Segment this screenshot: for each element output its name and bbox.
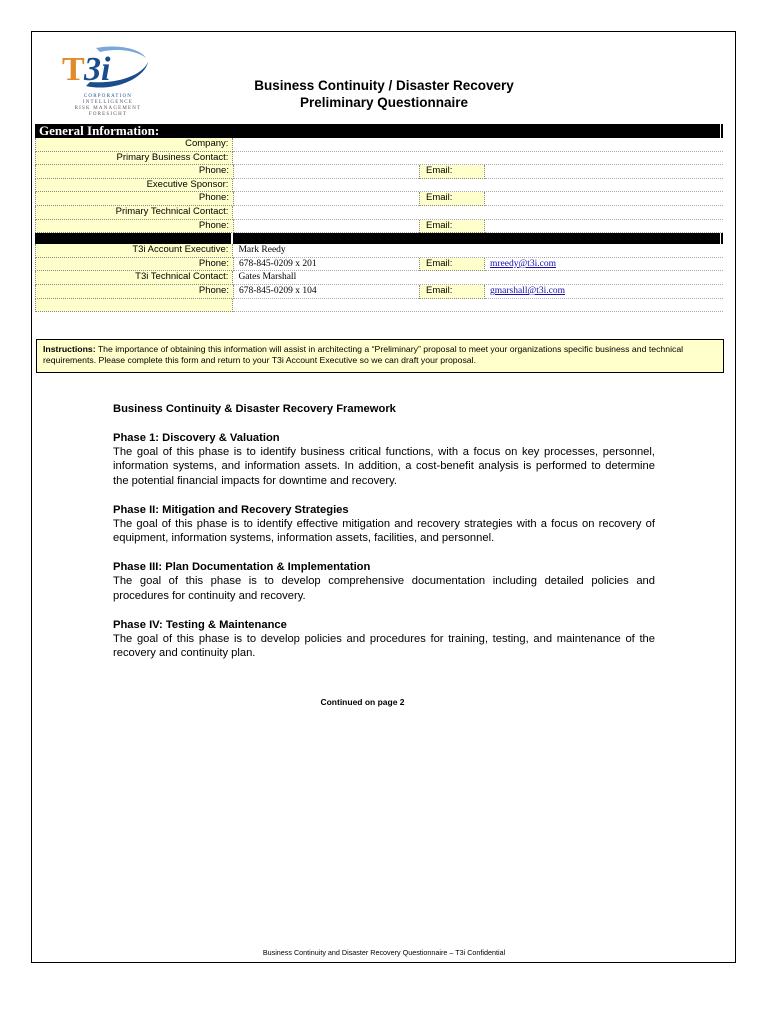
form-row-sponsor-phone [35, 192, 723, 206]
company-field[interactable] [233, 138, 723, 152]
logo-tagline: CORPORATION INTELLIGENCE RISK MANAGEMENT FORESIGHT [74, 94, 142, 117]
business-phone-field[interactable] [234, 165, 419, 179]
email-label: Email: [419, 165, 485, 179]
form-row-business-phone [35, 165, 723, 179]
instructions-text: The importance of obtaining this information will assist in architecting a “Preliminary” proposal to meet your organizations specific business and technical requirements. Please complete this form and return to your T3i Account Executive so we can draft your proposal. [43, 344, 684, 365]
field-label: Phone: [35, 192, 234, 206]
form-row-technical-contact-phone [35, 285, 723, 299]
instructions-box [36, 339, 724, 373]
form-row-account-executive [35, 244, 723, 258]
phase-block [113, 560, 655, 603]
phase-heading: Phase IV: Testing & Maintenance [113, 618, 287, 631]
business-contact-field[interactable] [233, 152, 723, 166]
email-link[interactable]: gmarshall@t3i.com [490, 285, 565, 296]
section-divider [35, 233, 723, 244]
technical-contact-value: Gates Marshall [233, 271, 723, 285]
technical-contact-field[interactable] [233, 206, 723, 220]
technical-email-field[interactable] [485, 220, 723, 234]
field-label: T3i Account Executive: [35, 244, 233, 258]
sponsor-email-field[interactable] [485, 192, 723, 206]
form-row-technical-contact-t3i [35, 271, 723, 285]
phase-body: The goal of this phase is to develop comprehensive documentation including detailed policies and procedures for continuity and recovery. [113, 575, 655, 602]
email-label: Email: [419, 258, 485, 272]
account-executive-value: Mark Reedy [233, 244, 723, 258]
form-row-business-contact [35, 152, 723, 166]
phase-body: The goal of this phase is to identify effective mitigation and recovery strategies with a focus on recovery of equipment, information systems, information assets, facilities, and personnel. [113, 517, 655, 544]
executive-sponsor-field[interactable] [233, 179, 723, 193]
page-footer: Business Continuity and Disaster Recovery Questionnaire – T3i Confidential [262, 948, 506, 957]
phase-heading: Phase III: Plan Documentation & Implementation [113, 561, 371, 573]
field-label: Phone: [35, 258, 234, 272]
general-information-form [35, 124, 723, 312]
email-link[interactable]: mreedy@t3i.com [490, 258, 556, 269]
field-label: T3i Technical Contact: [35, 271, 233, 285]
svg-text:3i: 3i [84, 51, 111, 88]
phase-block [113, 431, 655, 489]
phase-heading: Phase 1: Discovery & Valuation [113, 431, 280, 444]
phase-body: The goal of this phase is to identify business critical functions, with a focus on key processes, personnel, information systems, and information assets. In addition, a cost-benefit analysis is performed to determine the potential financial impacts for downtime and recovery. [113, 445, 655, 487]
field-label: Phone: [35, 220, 234, 234]
form-row-company [35, 138, 723, 152]
account-executive-phone: 678-845-0209 x 201 [234, 258, 419, 272]
form-row-sponsor [35, 179, 723, 193]
framework-section [113, 402, 655, 675]
technical-contact-email [485, 285, 723, 299]
logo-swoosh-icon [56, 42, 156, 94]
framework-title: Business Continuity & Disaster Recovery Framework [113, 403, 396, 415]
field-label: Primary Technical Contact: [35, 206, 233, 220]
field-label: Phone: [35, 165, 234, 179]
t3i-logo [56, 42, 156, 118]
instructions-lead: Instructions: [43, 344, 96, 354]
account-executive-email [485, 258, 723, 272]
email-label: Email: [419, 220, 485, 234]
document-subtitle: Preliminary Questionnaire [299, 95, 469, 110]
phase-block [113, 618, 655, 661]
email-label: Email: [419, 285, 485, 299]
email-label: Email: [419, 192, 485, 206]
section-header: General Information: [35, 124, 723, 138]
svg-text:T: T [62, 51, 85, 88]
field-label: Primary Business Contact: [35, 152, 233, 166]
phase-block [113, 503, 655, 546]
business-email-field[interactable] [485, 165, 723, 179]
field-label: Company: [35, 138, 233, 152]
form-row-technical-contact [35, 206, 723, 220]
field-label: Executive Sponsor: [35, 179, 233, 193]
form-row-technical-phone [35, 220, 723, 234]
phase-heading: Phase II: Mitigation and Recovery Strategies [113, 503, 349, 516]
empty-field [233, 299, 723, 313]
technical-contact-phone: 678-845-0209 x 104 [234, 285, 419, 299]
form-row-account-executive-phone [35, 258, 723, 272]
field-label [35, 299, 233, 313]
sponsor-phone-field[interactable] [234, 192, 419, 206]
document-title: Business Continuity / Disaster Recovery [254, 78, 514, 93]
form-row-empty [35, 299, 723, 313]
continued-note: Continued on page 2 [320, 697, 405, 707]
field-label: Phone: [35, 285, 234, 299]
phase-body: The goal of this phase is to develop policies and procedures for training, testing, and maintenance of the recovery and continuity plan. [113, 632, 655, 659]
technical-phone-field[interactable] [234, 220, 419, 234]
